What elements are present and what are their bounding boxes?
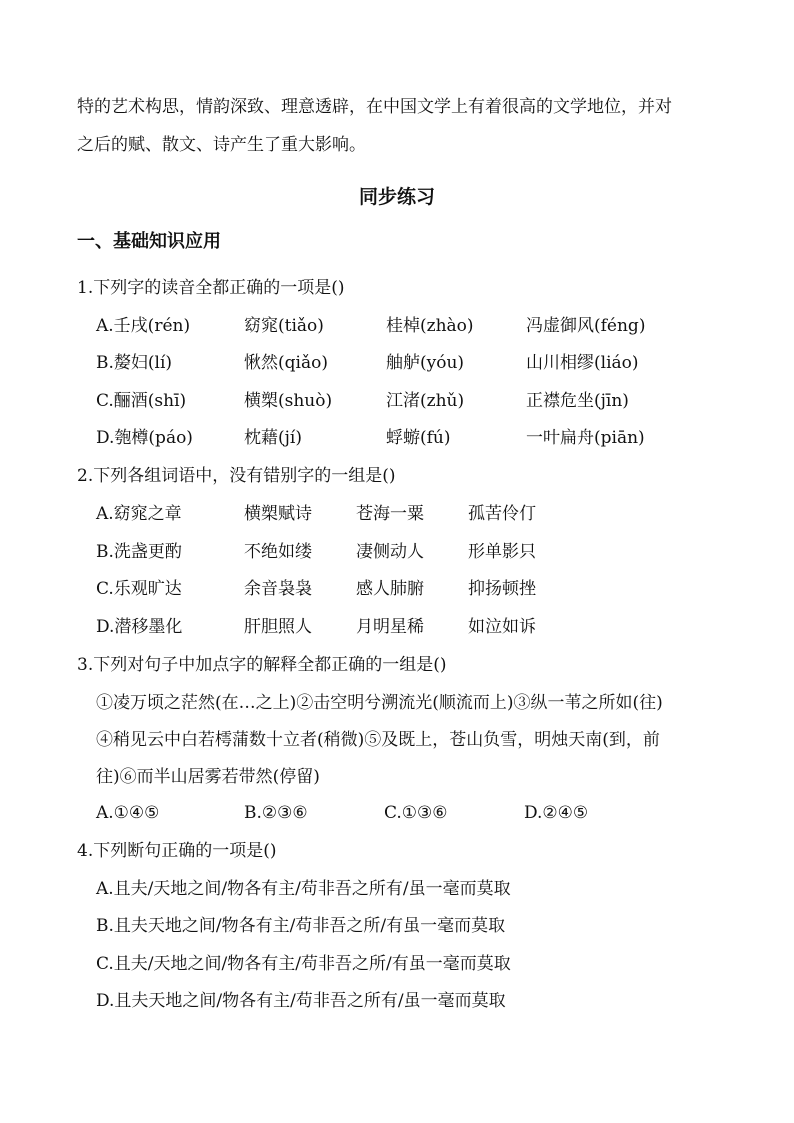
option-cell: 山川相缪(liáo) — [526, 353, 639, 373]
option-cell: D.②④⑤ — [524, 803, 589, 823]
option-cell: D.匏樽(páo) — [96, 428, 193, 448]
option-cell: 枕藉(jí) — [244, 428, 302, 448]
page-title: 同步练习 — [358, 186, 435, 208]
option-cell: 横槊(shuò) — [244, 391, 333, 411]
question-2-stem: 2.下列各组词语中，没有错别字的一组是() — [77, 466, 396, 486]
question-3-body-line-1: ①凌万顷之茫然(在…之上)②击空明兮溯流光(顺流而上)③纵一苇之所如(往) — [96, 693, 663, 713]
option-cell: A.窈窕之章 — [96, 504, 182, 524]
option-cell: 抑扬顿挫 — [468, 579, 536, 599]
option-cell: A.①④⑤ — [96, 803, 160, 823]
question-3-body-line-2: ④稍见云中白若樗蒲数十立者(稍微)⑤及既上，苍山负雪，明烛天南(到，前 — [96, 730, 660, 750]
option-cell: C.酾酒(shī) — [96, 391, 187, 411]
option-cell: 余音袅袅 — [244, 579, 312, 599]
option-cell: 愀然(qiǎo) — [244, 353, 328, 373]
option-cell: 正襟危坐(jīn) — [526, 391, 629, 411]
option-cell: 江渚(zhǔ) — [386, 391, 465, 411]
option-cell: 横槊赋诗 — [244, 504, 312, 524]
intro-line-1: 特的艺术构思，情韵深致、理意透辟，在中国文学上有着很高的文学地位，并对 — [77, 97, 672, 117]
option-cell: C.乐观旷达 — [96, 579, 182, 599]
option-cell: D.潜移墨化 — [96, 617, 183, 637]
question-4-option-b: B.且夫天地之间/物各有主/苟非吾之所/有虽一毫而莫取 — [96, 916, 506, 936]
question-3-stem: 3.下列对句子中加点字的解释全都正确的一组是() — [77, 655, 447, 675]
option-cell: 窈窕(tiǎo) — [244, 316, 324, 336]
option-cell: 舳舻(yóu) — [386, 353, 465, 373]
option-cell: 孤苦伶仃 — [468, 504, 536, 524]
option-cell: 月明星稀 — [356, 617, 424, 637]
option-cell: 蜉蝣(fú) — [386, 428, 451, 448]
option-cell: B.洗盏更酌 — [96, 542, 182, 562]
question-4-option-d: D.且夫天地之间/物各有主/苟非吾之所有/虽一毫而莫取 — [96, 991, 506, 1011]
question-4-stem: 4.下列断句正确的一项是() — [77, 841, 277, 861]
question-4-option-c: C.且夫/天地之间/物各有主/苟非吾之所/有虽一毫而莫取 — [96, 954, 511, 974]
option-cell: 一叶扁舟(piān) — [526, 428, 645, 448]
question-4-option-a: A.且夫/天地之间/物各有主/苟非吾之所有/虽一毫而莫取 — [96, 879, 511, 899]
question-3-body-line-3: 往)⑥而半山居雾若带然(停留) — [96, 767, 320, 787]
question-1-stem: 1.下列字的读音全都正确的一项是() — [77, 278, 345, 298]
option-cell: 苍海一粟 — [356, 504, 424, 524]
option-cell: 冯虚御风(féng) — [526, 316, 646, 336]
option-cell: 凄侧动人 — [356, 542, 424, 562]
section-heading: 一、基础知识应用 — [77, 231, 221, 252]
option-cell: B.嫠妇(lí) — [96, 353, 173, 373]
option-cell: A.壬戌(rén) — [96, 316, 191, 336]
option-cell: 桂棹(zhào) — [386, 316, 474, 336]
option-cell: C.①③⑥ — [384, 803, 448, 823]
option-cell: 如泣如诉 — [468, 617, 536, 637]
option-cell: B.②③⑥ — [244, 803, 308, 823]
option-cell: 形单影只 — [468, 542, 536, 562]
option-cell: 不绝如缕 — [244, 542, 312, 562]
option-cell: 肝胆照人 — [244, 617, 312, 637]
intro-line-2: 之后的赋、散文、诗产生了重大影响。 — [77, 135, 366, 155]
option-cell: 感人肺腑 — [356, 579, 424, 599]
